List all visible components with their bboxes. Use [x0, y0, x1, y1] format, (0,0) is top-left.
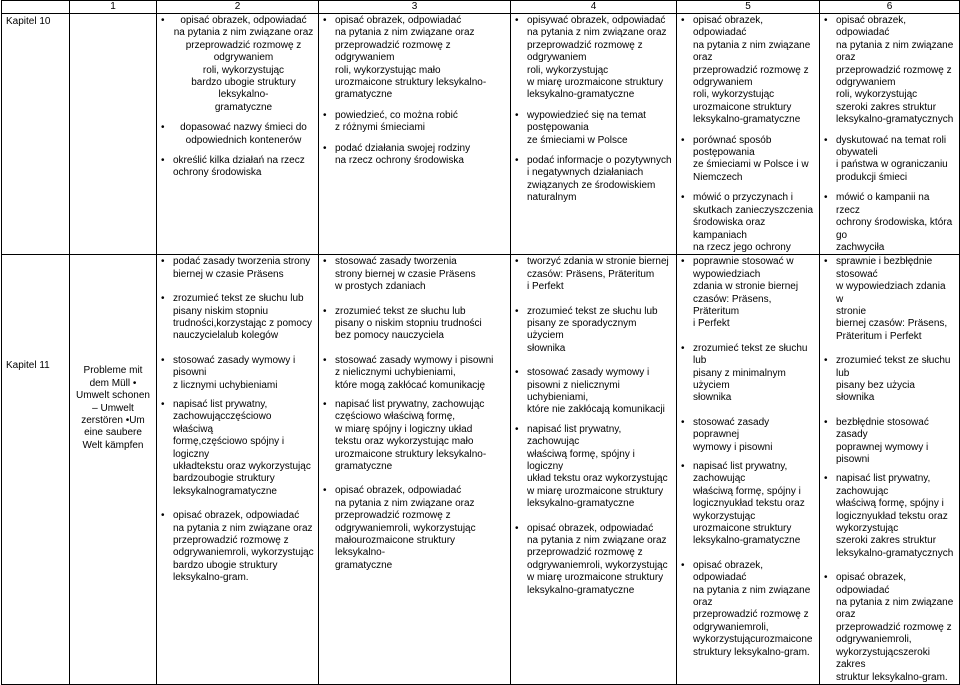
header-cell: 1 — [70, 1, 157, 14]
bullet-icon: • — [161, 510, 165, 522]
criterion-item — [161, 399, 314, 498]
criterion-text: tworzyć zdania w stronie biernej czasów: Präsens, Präteritum i Perfekt — [527, 256, 669, 293]
bullet-icon: • — [824, 256, 828, 268]
criterion-item — [681, 15, 815, 127]
criterion-item — [824, 355, 955, 405]
criterion-text: opisać obrazek, odpowiadać na pytania z nim związane oraz przeprowadzić rozmowę z odgrywaniem roli, wykorzystując mało urozmaicone struktury leksykalno- gramatyczne — [335, 15, 487, 101]
criterion-text: napisać list prywatny, zachowującczęściowo właściwą formę,częściowo spójny i logiczny układtekstu oraz wykorzystując bardzoubogie struktury leksykalnogramatyczne — [173, 398, 311, 497]
criterion-item — [681, 343, 815, 405]
criterion-text: opisać obrazek, odpowiadać na pytania z nim związane oraz przeprowadzić rozmowę z odgrywaniemroli, wykorzystując małourozmaicone struktury leksykalno- gramatyczne — [335, 485, 476, 571]
criterion-item — [515, 367, 672, 417]
criterion-text: podać informacje o pozytywnych i negatywnych działaniach związanych ze środowiskiem naturalnym — [527, 155, 672, 204]
criterion-text: opisać obrazek, odpowiadać na pytania z nim związane oraz przeprowadzić rozmowę z odgrywaniemroli, wykorzystującurozmaicone struktury leksykalno-gram. — [693, 559, 813, 658]
criterion-text: stosować zasady wymowy i pisowni z nielicznymi uchybieniami, które mogą zakłócać komunikację — [335, 354, 494, 391]
bullet-icon: • — [681, 559, 685, 571]
criterion-text: sprawnie i bezbłędnie stosować w wypowiedziach zdania w stronie biernej czasów: Präsens, Präteritum i Perfekt — [836, 256, 948, 342]
bullet-icon: • — [681, 134, 685, 146]
criterion-text: bezbłędnie stosować zasady poprawnej wymowy i pisowni — [836, 416, 929, 465]
criterion-text: mówić o kampanii na rzecz ochrony środowiska, która go zachwyciła — [836, 192, 953, 253]
criterion-item — [515, 523, 672, 597]
column-header-row — [2, 1, 960, 14]
bullet-icon: • — [323, 354, 327, 366]
criterion-text: wypowiedzieć się na temat postępowania ze śmieciami w Polsce — [527, 109, 646, 146]
bullet-icon: • — [161, 293, 165, 305]
criterion-item — [824, 256, 955, 343]
criterion-text: stosować zasady wymowy i pisowni z nielicznymi uchybieniami, które nie zakłócają komunikacji — [527, 367, 665, 416]
criterion-text: zrozumieć tekst ze słuchu lub pisany o niskim stopniu trudności bez pomocy nauczyciela — [335, 305, 482, 342]
criterion-item — [323, 143, 506, 168]
criterion-item — [515, 424, 672, 511]
criterion-item — [323, 485, 506, 572]
chapter-theme — [70, 255, 157, 685]
criterion-item — [515, 15, 672, 102]
criterion-item — [515, 110, 672, 147]
bullet-icon: • — [515, 256, 519, 268]
criterion-text: napisać list prywatny, zachowując właściwą formę, spójny i logicznyukład tekstu oraz wykorzystując szeroki zakres struktur leksykalno-gramatycznych — [836, 473, 954, 559]
criterion-text: stosować zasady wymowy i pisowni z licznymi uchybieniami — [173, 354, 296, 391]
criterion-text: opisywać obrazek, odpowiadać na pytania z nim związane oraz przeprowadzić rozmowę z odgrywaniem roli, wykorzystując w miarę urozmaicone struktury leksykalno-gramatyczne — [527, 15, 667, 101]
criterion-text: mówić o przyczynach i skutkach zanieczyszczenia środowiska oraz kampaniach na rzecz jego ochrony — [693, 192, 814, 253]
criterion-text: powiedzieć, co można robić z różnymi śmieciami — [335, 109, 458, 134]
criterion-item — [323, 399, 506, 473]
criterion-item — [161, 122, 314, 147]
bullet-icon: • — [161, 398, 165, 410]
grading-criteria-table — [1, 0, 960, 685]
criterion-text: opisać obrazek, odpowiadać na pytania z nim związane oraz przeprowadzić rozmowę z odgrywaniemroli, wykorzystującszeroki zakres struktur leksykalno-gram. — [836, 572, 954, 683]
criterion-item — [161, 256, 314, 281]
bullet-icon: • — [161, 256, 165, 268]
bullet-icon: • — [515, 15, 519, 26]
criterion-item — [161, 293, 314, 343]
bullet-icon: • — [681, 192, 685, 204]
criteria-cell — [157, 255, 319, 685]
bullet-icon: • — [515, 305, 519, 317]
criteria-cell — [820, 14, 960, 255]
criterion-item — [161, 155, 314, 180]
bullet-icon: • — [323, 142, 327, 154]
bullet-icon: • — [515, 423, 519, 435]
bullet-icon: • — [824, 355, 828, 367]
chapter-theme — [70, 14, 157, 255]
criterion-text: zrozumieć tekst ze słuchu lub pisany bez użycia słownika — [836, 355, 951, 404]
criterion-text: stosować zasady tworzenia strony biernej w czasie Präsens w prostych zdaniach — [335, 256, 476, 293]
header-cell: 6 — [820, 1, 960, 14]
criterion-text: zrozumieć tekst ze słuchu lub pisany z minimalnym użyciem słownika — [693, 342, 808, 404]
criteria-cell — [319, 14, 511, 255]
bullet-icon: • — [515, 109, 519, 121]
criterion-text: dopasować nazwy śmieci do odpowiednich kontenerów — [180, 122, 307, 146]
bullet-icon: • — [681, 15, 685, 26]
bullet-icon: • — [161, 122, 165, 134]
criteria-cell — [511, 14, 677, 255]
bullet-icon: • — [681, 256, 685, 268]
criteria-cell — [677, 14, 820, 255]
criterion-item — [681, 135, 815, 185]
chapter-row-10 — [2, 14, 960, 255]
criterion-item — [824, 15, 955, 127]
bullet-icon: • — [824, 473, 828, 485]
criterion-item — [323, 110, 506, 135]
criterion-item — [515, 155, 672, 205]
bullet-icon: • — [323, 485, 327, 497]
header-cell: 3 — [319, 1, 511, 14]
criterion-item — [323, 306, 506, 343]
criterion-text: dyskutować na temat roli obywateli i państwa w ograniczaniu produkcji śmieci — [836, 134, 948, 183]
criterion-text: stosować zasady poprawnej wymowy i pisowni — [693, 416, 773, 453]
criterion-item — [323, 15, 506, 102]
criterion-item — [681, 256, 815, 330]
criterion-text: napisać list prywatny, zachowując właściwą formę, spójny i logiczny układ tekstu oraz wykorzystując w miarę urozmaicone struktury leksykalno-gramatyczne — [527, 423, 668, 510]
bullet-icon: • — [515, 522, 519, 534]
criterion-item — [824, 473, 955, 560]
bullet-icon: • — [161, 354, 165, 366]
chapter-theme-text: Probleme mit dem Müll • Umwelt schonen – Umwelt zerstören •Um eine saubere Welt kämpfen — [76, 365, 150, 451]
criterion-text: napisać list prywatny, zachowując częściowo właściwą formę, w miarę spójny i logiczny układ tekstu oraz wykorzystując mało urozmaicone struktury leksykalno- gramatyczne — [335, 398, 487, 472]
criterion-text: opisać obrazek, odpowiadać na pytania z nim związane oraz przeprowadzić rozmowę z odgrywaniemroli, wykorzystując bardzo ubogie struktury leksykalno-gram. — [173, 510, 314, 584]
criteria-cell — [820, 255, 960, 685]
criterion-item — [515, 306, 672, 356]
chapter-row-11 — [2, 255, 960, 685]
criterion-text: określić kilka działań na rzecz ochrony środowiska — [173, 155, 305, 179]
criterion-item — [681, 560, 815, 659]
criteria-cell — [319, 255, 511, 685]
bullet-icon: • — [824, 572, 828, 584]
criterion-item — [161, 15, 314, 114]
bullet-icon: • — [681, 342, 685, 354]
criterion-text: podać zasady tworzenia strony biernej w czasie Präsens — [173, 256, 311, 280]
criteria-cell — [677, 255, 820, 685]
chapter-label: Kapitel 10 — [2, 14, 70, 255]
bullet-icon: • — [323, 15, 327, 26]
bullet-icon: • — [161, 155, 165, 167]
bullet-icon: • — [323, 398, 327, 410]
criteria-cell — [157, 14, 319, 255]
criterion-text: zrozumieć tekst ze słuchu lub pisany niskim stopniu trudności,korzystając z pomocy nauczycielalub kolegów — [173, 293, 312, 342]
criterion-item — [681, 461, 815, 548]
bullet-icon: • — [323, 305, 327, 317]
criterion-item — [323, 355, 506, 392]
chapter-label: Kapitel 11 — [2, 255, 70, 685]
bullet-icon: • — [323, 109, 327, 121]
bullet-icon: • — [824, 15, 828, 26]
bullet-icon: • — [515, 155, 519, 167]
bullet-icon: • — [824, 416, 828, 428]
criterion-item — [824, 417, 955, 467]
bullet-icon: • — [824, 192, 828, 204]
criterion-text: podać działania swojej rodziny na rzecz ochrony środowiska — [335, 142, 471, 167]
criterion-item — [681, 417, 815, 454]
header-cell — [2, 1, 70, 14]
criterion-text: porównać sposób postępowania ze śmieciami w Polsce i w Niemczech — [693, 134, 809, 183]
criterion-text: opisać obrazek, odpowiadać na pytania z nim związane oraz przeprowadzić rozmowę z odgrywaniem roli, wykorzystując bardzo ubogie struktury leksykalno- gramatyczne — [173, 15, 314, 113]
header-cell: 2 — [157, 1, 319, 14]
criterion-text: poprawnie stosować w wypowiedziach zdania w stronie biernej czasów: Präsens, Präteritum i Perfekt — [693, 256, 799, 330]
bullet-icon: • — [681, 461, 685, 472]
criterion-item — [824, 192, 955, 254]
bullet-icon: • — [824, 134, 828, 146]
criterion-item — [161, 510, 314, 584]
bullet-icon: • — [681, 416, 685, 428]
criterion-text: zrozumieć tekst ze słuchu lub pisany ze sporadycznym użyciem słownika — [527, 305, 658, 354]
criterion-text: opisać obrazek, odpowiadać na pytania z nim związane oraz przeprowadzić rozmowę z odgrywaniemroli, wykorzystując w miarę urozmaicone struktury leksykalno-gramatyczne — [527, 522, 668, 596]
criterion-item — [515, 256, 672, 293]
criterion-item — [824, 135, 955, 185]
criterion-item — [824, 572, 955, 684]
bullet-icon: • — [323, 256, 327, 268]
header-cell: 4 — [511, 1, 677, 14]
criterion-text: opisać obrazek, odpowiadać na pytania z nim związane oraz przeprowadzić rozmowę z odgrywaniem roli, wykorzystując urozmaicone struktury leksykalno-gramatyczne — [693, 15, 811, 126]
criterion-text: opisać obrazek, odpowiadać na pytania z nim związane oraz przeprowadzić rozmowę z odgrywaniem roli, wykorzystując szeroki zakres struktur leksykalno-gramatycznych — [836, 15, 954, 126]
bullet-icon: • — [161, 15, 165, 26]
criterion-item — [161, 355, 314, 392]
bullet-icon: • — [515, 367, 519, 379]
criteria-cell — [511, 255, 677, 685]
criterion-text: napisać list prywatny, zachowując właściwą formę, spójny i logicznyukład tekstu oraz wykorzystując urozmaicone struktury leksykalno-gramatyczne — [693, 461, 805, 547]
header-cell: 5 — [677, 1, 820, 14]
criterion-item — [681, 192, 815, 254]
criterion-item — [323, 256, 506, 293]
